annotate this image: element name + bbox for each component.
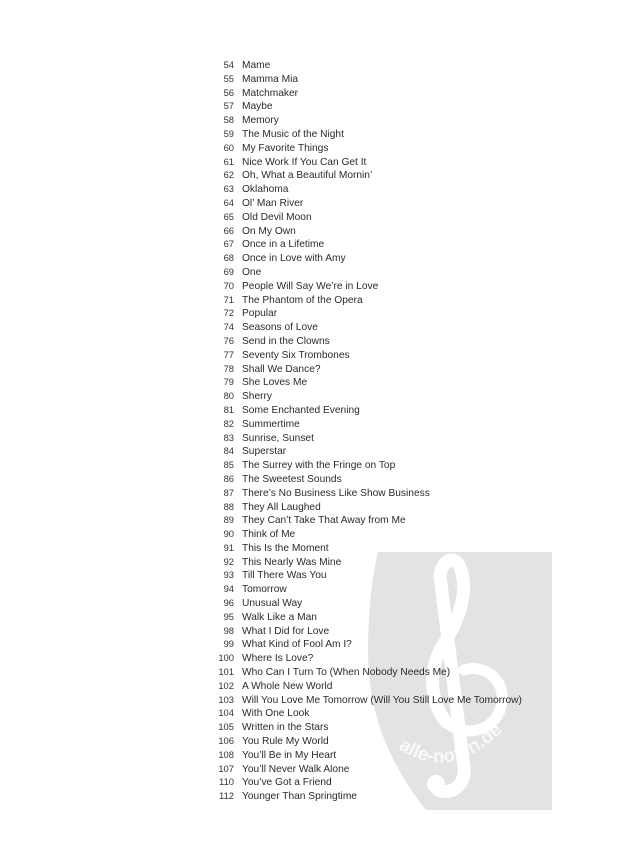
toc-page-number: 101 xyxy=(218,666,234,678)
toc-entry xyxy=(212,210,522,224)
toc-page-number: 71 xyxy=(223,293,234,305)
toc-entry xyxy=(212,182,522,196)
toc-entry xyxy=(212,251,522,265)
toc-entry xyxy=(212,527,522,541)
toc-page-number: 102 xyxy=(218,679,234,691)
toc-entry xyxy=(212,596,522,610)
toc-entry xyxy=(212,500,522,514)
toc-page-number: 100 xyxy=(218,652,234,664)
toc-song-title: Memory xyxy=(242,115,279,127)
toc-song-title: They All Laughed xyxy=(242,501,321,513)
toc-page-number: 92 xyxy=(223,555,234,567)
toc-entry xyxy=(212,113,522,127)
toc-page-number: 83 xyxy=(223,431,234,443)
toc-song-title: The Music of the Night xyxy=(242,128,344,140)
toc-page-number: 69 xyxy=(223,265,234,277)
toc-page-number: 56 xyxy=(223,86,234,98)
toc-page-number: 105 xyxy=(218,721,234,733)
toc-song-title: Shall We Dance? xyxy=(242,363,321,375)
toc-page-number: 94 xyxy=(223,583,234,595)
toc-page-number: 59 xyxy=(223,127,234,139)
toc-entry xyxy=(212,748,522,762)
watermark-text: alle-noten.de xyxy=(395,719,507,768)
toc-song-title: Mame xyxy=(242,60,271,71)
toc-entry xyxy=(212,168,522,182)
toc-page-number: 57 xyxy=(223,100,234,112)
toc-entry xyxy=(212,624,522,638)
toc-page-number: 68 xyxy=(223,252,234,264)
toc-entry xyxy=(212,486,522,500)
toc-page-number: 95 xyxy=(223,610,234,622)
toc-song-title: Tomorrow xyxy=(242,584,287,596)
toc-entry xyxy=(212,775,522,789)
toc-page-number: 90 xyxy=(223,528,234,540)
toc-page-number: 98 xyxy=(223,624,234,636)
toc-song-title: Matchmaker xyxy=(242,87,299,99)
toc-entry xyxy=(212,141,522,155)
toc-entry xyxy=(212,375,522,389)
toc-page-number: 54 xyxy=(223,59,234,70)
toc-entry xyxy=(212,706,522,720)
toc-entry xyxy=(212,348,522,362)
toc-entry xyxy=(212,665,522,679)
toc-entry xyxy=(212,99,522,113)
toc-song-title: This Is the Moment xyxy=(242,542,329,554)
toc-page-number: 80 xyxy=(223,390,234,402)
toc-song-title: The Surrey with the Fringe on Top xyxy=(242,460,396,472)
toc-song-title: You’ll Be in My Heart xyxy=(242,749,337,761)
toc-page-number: 78 xyxy=(223,362,234,374)
toc-entry xyxy=(212,334,522,348)
toc-song-title: Where Is Love? xyxy=(242,653,314,665)
toc-page-number: 66 xyxy=(223,224,234,236)
toc-song-title: Mamma Mia xyxy=(242,73,299,85)
toc-song-title: The Phantom of the Opera xyxy=(242,294,363,306)
toc-entry xyxy=(212,444,522,458)
toc-song-title: What I Did for Love xyxy=(242,625,330,637)
toc-page-number: 112 xyxy=(219,790,234,802)
toc-song-title: With One Look xyxy=(242,708,310,720)
toc-entry xyxy=(212,86,522,100)
toc-entry xyxy=(212,513,522,527)
toc-page-number: 99 xyxy=(223,638,234,650)
toc-page-number: 74 xyxy=(223,321,234,333)
toc-entry xyxy=(212,541,522,555)
toc-song-title: On My Own xyxy=(242,225,296,237)
toc-page-number: 84 xyxy=(223,445,234,457)
toc-entry xyxy=(212,568,522,582)
toc-entry xyxy=(212,734,522,748)
toc-page-number: 79 xyxy=(223,376,234,388)
toc-page-number: 96 xyxy=(223,597,234,609)
toc-page-number: 64 xyxy=(223,196,234,208)
toc-entry xyxy=(212,320,522,334)
toc-entry xyxy=(212,472,522,486)
toc-page-number: 65 xyxy=(223,210,234,222)
toc-song-title: Seventy Six Trombones xyxy=(242,349,350,361)
toc-page-number: 87 xyxy=(223,486,234,498)
toc-entry xyxy=(212,693,522,707)
toc-song-title: Written in the Stars xyxy=(242,722,329,734)
toc-song-title: Till There Was You xyxy=(242,570,327,582)
toc-song-title: Send in the Clowns xyxy=(242,335,330,347)
toc-page-number: 104 xyxy=(218,707,234,719)
toc-entry xyxy=(212,610,522,624)
toc-song-title: One xyxy=(242,266,262,278)
toc-page-number: 55 xyxy=(223,72,234,84)
toc-entry xyxy=(212,679,522,693)
toc-page-number: 81 xyxy=(223,403,234,415)
toc-entry xyxy=(212,555,522,569)
toc-page-number: 103 xyxy=(218,693,234,705)
toc-page-number: 70 xyxy=(223,279,234,291)
toc-song-title: Walk Like a Man xyxy=(242,611,317,623)
toc-song-title: Sunrise, Sunset xyxy=(242,432,314,444)
toc-entry xyxy=(212,637,522,651)
toc-page-number: 72 xyxy=(223,307,234,319)
toc-song-title: Oklahoma xyxy=(242,184,289,196)
toc-song-title: This Nearly Was Mine xyxy=(242,556,342,568)
toc-entry xyxy=(212,431,522,445)
toc-song-title: You’ve Got a Friend xyxy=(242,777,332,789)
toc-song-title: The Sweetest Sounds xyxy=(242,473,342,485)
toc-entry xyxy=(212,306,522,320)
toc-page-number: 86 xyxy=(223,472,234,484)
toc-song-title: People Will Say We’re in Love xyxy=(242,280,379,292)
toc-page-number: 82 xyxy=(223,417,234,429)
toc-song-title: Ol’ Man River xyxy=(242,197,304,209)
toc-page-number: 107 xyxy=(218,762,234,774)
toc-song-title: Superstar xyxy=(242,446,287,458)
toc-entry xyxy=(212,362,522,376)
toc-page-number: 76 xyxy=(223,334,234,346)
toc-song-title: What Kind of Fool Am I? xyxy=(242,639,352,651)
toc-page-number: 85 xyxy=(223,459,234,471)
toc-entry xyxy=(212,582,522,596)
toc-page-number: 60 xyxy=(223,141,234,153)
toc-song-title: Think of Me xyxy=(242,529,296,541)
toc-song-title: Once in a Lifetime xyxy=(242,239,325,251)
toc-page-number: 91 xyxy=(223,541,234,553)
toc-entry xyxy=(212,72,522,86)
toc-song-title: Popular xyxy=(242,308,278,320)
toc-page-number: 67 xyxy=(223,238,234,250)
toc-song-title: You Rule My World xyxy=(242,736,329,748)
toc-page-number: 88 xyxy=(223,500,234,512)
toc-song-title: Who Can I Turn To (When Nobody Needs Me) xyxy=(242,667,451,679)
toc-song-title: Sherry xyxy=(242,391,273,403)
toc-song-title: Once in Love with Amy xyxy=(242,253,346,265)
table-of-contents xyxy=(212,58,522,803)
toc-entry xyxy=(212,265,522,279)
toc-song-title: Oh, What a Beautiful Mornin’ xyxy=(242,170,373,182)
toc-entry xyxy=(212,127,522,141)
toc-entry xyxy=(212,196,522,210)
toc-page-number: 61 xyxy=(223,155,234,167)
toc-page-number: 93 xyxy=(223,569,234,581)
toc-song-title: She Loves Me xyxy=(242,377,308,389)
toc-entry xyxy=(212,237,522,251)
toc-page-number: 89 xyxy=(223,514,234,526)
toc-entry xyxy=(212,762,522,776)
toc-page-number: 62 xyxy=(223,169,234,181)
toc-page-number: 110 xyxy=(219,776,234,788)
toc-song-title: Maybe xyxy=(242,101,273,113)
toc-entry xyxy=(212,403,522,417)
toc-entry xyxy=(212,458,522,472)
toc-page-number: 106 xyxy=(218,735,234,747)
toc-song-title: Will You Love Me Tomorrow (Will You Still Love Me Tomorrow) xyxy=(242,694,522,706)
toc-song-title: My Favorite Things xyxy=(242,142,329,154)
toc-entry xyxy=(212,417,522,431)
toc-entry xyxy=(212,155,522,169)
toc-entry xyxy=(212,279,522,293)
toc-song-title: They Can’t Take That Away from Me xyxy=(242,515,406,527)
toc-song-title: Old Devil Moon xyxy=(242,211,312,223)
toc-page-number: 63 xyxy=(223,183,234,195)
toc-entry xyxy=(212,58,522,72)
toc-entry xyxy=(212,224,522,238)
toc-page-number: 77 xyxy=(223,348,234,360)
toc-song-title: There’s No Business Like Show Business xyxy=(242,487,430,499)
toc-song-title: A Whole New World xyxy=(242,680,333,692)
toc-song-title: Seasons of Love xyxy=(242,322,318,334)
toc-entry xyxy=(212,293,522,307)
toc-entry xyxy=(212,651,522,665)
toc-entry xyxy=(212,389,522,403)
toc-song-title: Summertime xyxy=(242,418,300,430)
toc-page-number: 58 xyxy=(223,114,234,126)
toc-song-title: You’ll Never Walk Alone xyxy=(242,763,350,775)
toc-song-title: Nice Work If You Can Get It xyxy=(242,156,367,168)
toc-entry xyxy=(212,720,522,734)
toc-song-title: Some Enchanted Evening xyxy=(242,404,360,416)
toc-song-title: Younger Than Springtime xyxy=(242,791,357,803)
toc-page-number: 108 xyxy=(218,748,234,760)
toc-entry xyxy=(212,789,522,803)
toc-song-title: Unusual Way xyxy=(242,598,303,610)
